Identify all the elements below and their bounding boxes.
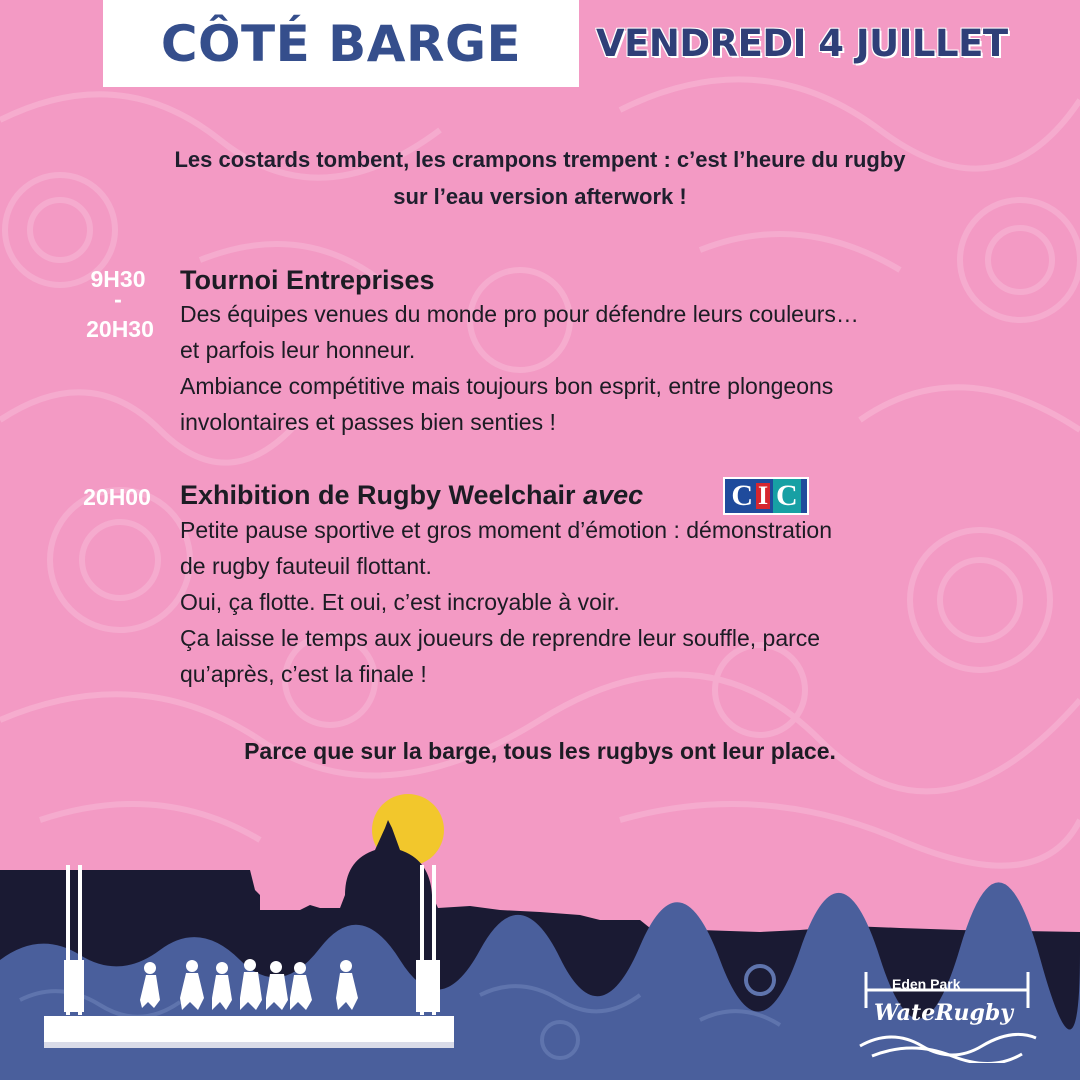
event-1-time-separator: - [114, 286, 122, 312]
event-2-line: Oui, ça flotte. Et oui, c’est incroyable à voir. [180, 589, 620, 615]
cic-logo-c2: C [773, 479, 801, 513]
event-2-title-avec: avec [583, 480, 644, 510]
event-2-time: 20H00 [83, 484, 151, 510]
intro-line-1: Les costards tombent, les crampons trempent : c’est l’heure du rugby [174, 147, 906, 172]
cic-logo-c1: C [731, 479, 753, 512]
event-1-line: involontaires et passes bien senties ! [180, 409, 556, 435]
event-2-line: Petite pause sportive et gros moment d’émotion : démonstration [180, 517, 833, 543]
event-2-line: Ça laisse le temps aux joueurs de reprendre leur souffle, parce [180, 625, 821, 651]
intro-line-2: sur l’eau version afterwork ! [393, 184, 687, 209]
page-title: CÔTÉ BARGE [160, 14, 522, 73]
cic-logo-i: I [757, 481, 769, 510]
logo-product-name: WateRugby [874, 1000, 1014, 1026]
title-box [103, 0, 579, 87]
event-2-line: de rugby fauteuil flottant. [180, 553, 432, 579]
intro-text [60, 141, 1020, 215]
event-2-line: qu’après, c’est la finale ! [180, 661, 427, 687]
event-2-description [180, 512, 980, 692]
event-1-line: et parfois leur honneur. [180, 337, 416, 363]
event-1-line: Des équipes venues du monde pro pour défendre leurs couleurs… [180, 301, 859, 327]
event-2-title [180, 480, 643, 511]
eden-park-waterugby-logo [852, 968, 1042, 1063]
cic-logo [723, 477, 809, 515]
event-1-description [180, 296, 980, 440]
event-1-time-start: 9H30 [90, 266, 146, 292]
event-1-line: Ambiance compétitive mais toujours bon esprit, entre plongeons [180, 373, 834, 399]
event-2-title-text: Exhibition de Rugby Weelchair [180, 480, 576, 510]
event-date: VENDREDI 4 JUILLET [596, 22, 1008, 65]
logo-brand-name: Eden Park [892, 976, 961, 992]
closing-text: Parce que sur la barge, tous les rugbys ont leur place. [244, 738, 836, 764]
event-1-title: Tournoi Entreprises [180, 265, 435, 295]
event-1-time-end: 20H30 [86, 316, 154, 342]
